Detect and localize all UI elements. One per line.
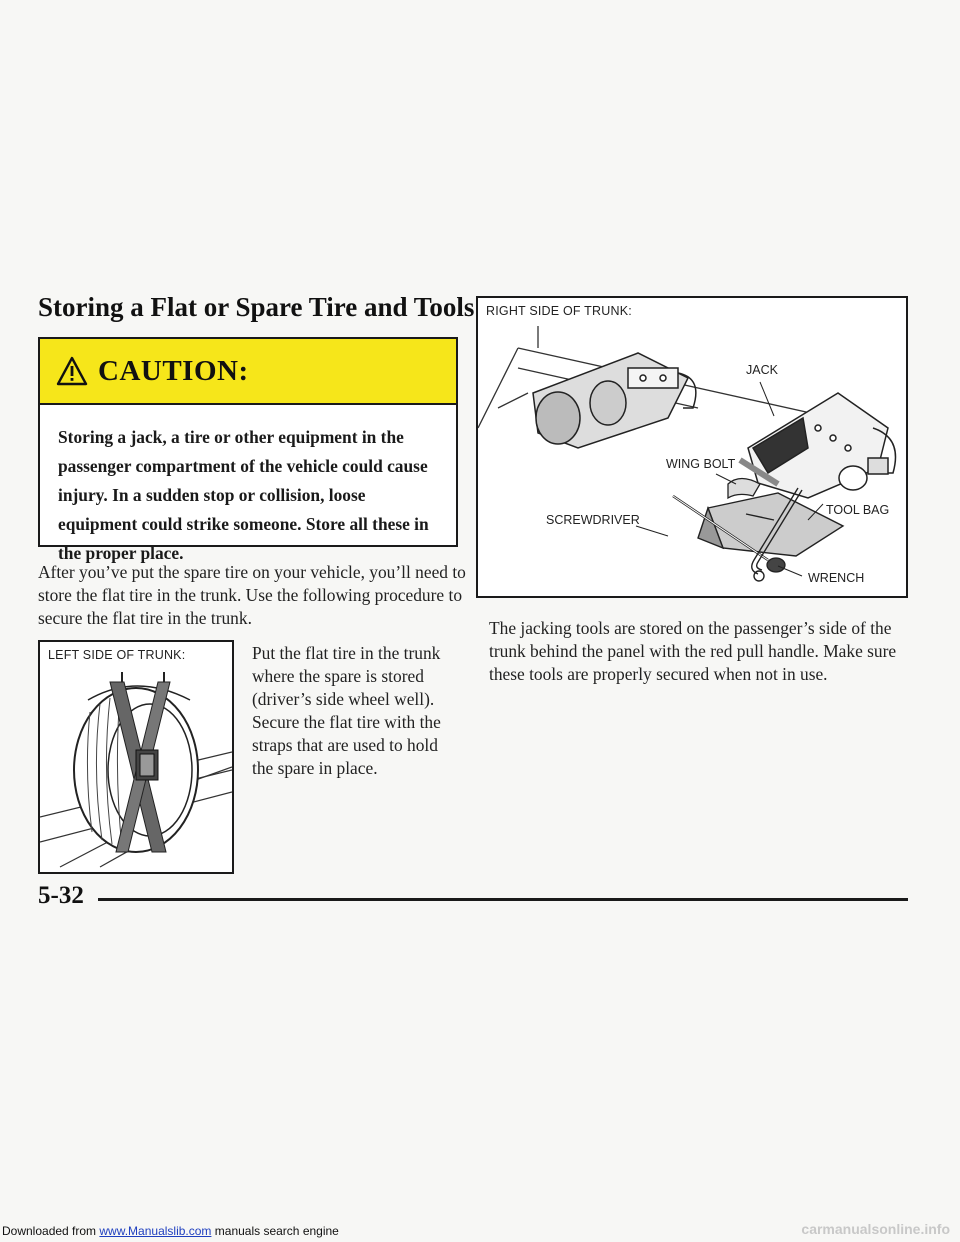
jack-tools-illustration: [478, 298, 906, 596]
caution-header: [40, 339, 456, 405]
footer-prefix: Downloaded from: [2, 1224, 100, 1238]
wing-bolt-label: WING BOLT: [666, 457, 736, 471]
left-trunk-figure: [38, 640, 234, 874]
strapped-tire-illustration: [40, 642, 232, 872]
left-figure-caption: LEFT SIDE OF TRUNK:: [48, 648, 186, 662]
watermark: carmanualsonline.info: [801, 1221, 950, 1237]
flat-tire-paragraph: Put the flat tire in the trunk where the spare is stored (driver’s side wheel well). Secure the flat tire with the straps that are used to hold the spare in place.: [252, 643, 441, 778]
jack-label: JACK: [746, 363, 778, 377]
manualslib-link[interactable]: www.Manualslib.com: [99, 1224, 212, 1238]
tool-bag-label: TOOL BAG: [826, 503, 890, 517]
section-title: Storing a Flat or Spare Tire and Tools: [38, 292, 475, 322]
intro-paragraph: After you’ve put the spare tire on your vehicle, you’ll need to store the flat tire in the trunk. Use the following procedure to secure the flat tire in the trunk.: [38, 562, 466, 628]
footer-suffix: manuals search engine: [211, 1224, 339, 1238]
caution-text: Storing a jack, a tire or other equipment in the passenger compartment of the vehicle could cause injury. In a sudden stop or collision, loose equipment could strike someone. Store all these in the proper place.: [58, 427, 429, 563]
page-number: 5-32: [38, 882, 84, 909]
caution-box: [38, 337, 458, 563]
right-trunk-figure: [476, 296, 908, 598]
right-figure-caption: RIGHT SIDE OF TRUNK:: [486, 304, 632, 318]
jacking-tools-paragraph: The jacking tools are stored on the passenger’s side of the trunk behind the panel with the red pull handle. Make sure these tools are properly secured when not in use.: [489, 618, 897, 684]
warning-triangle-icon: [56, 356, 88, 386]
footer-rule: [98, 898, 908, 901]
caution-label: CAUTION:: [98, 354, 249, 387]
download-footer: [2, 1224, 339, 1238]
wrench-label: WRENCH: [808, 571, 865, 585]
screwdriver-label: SCREWDRIVER: [546, 513, 640, 527]
